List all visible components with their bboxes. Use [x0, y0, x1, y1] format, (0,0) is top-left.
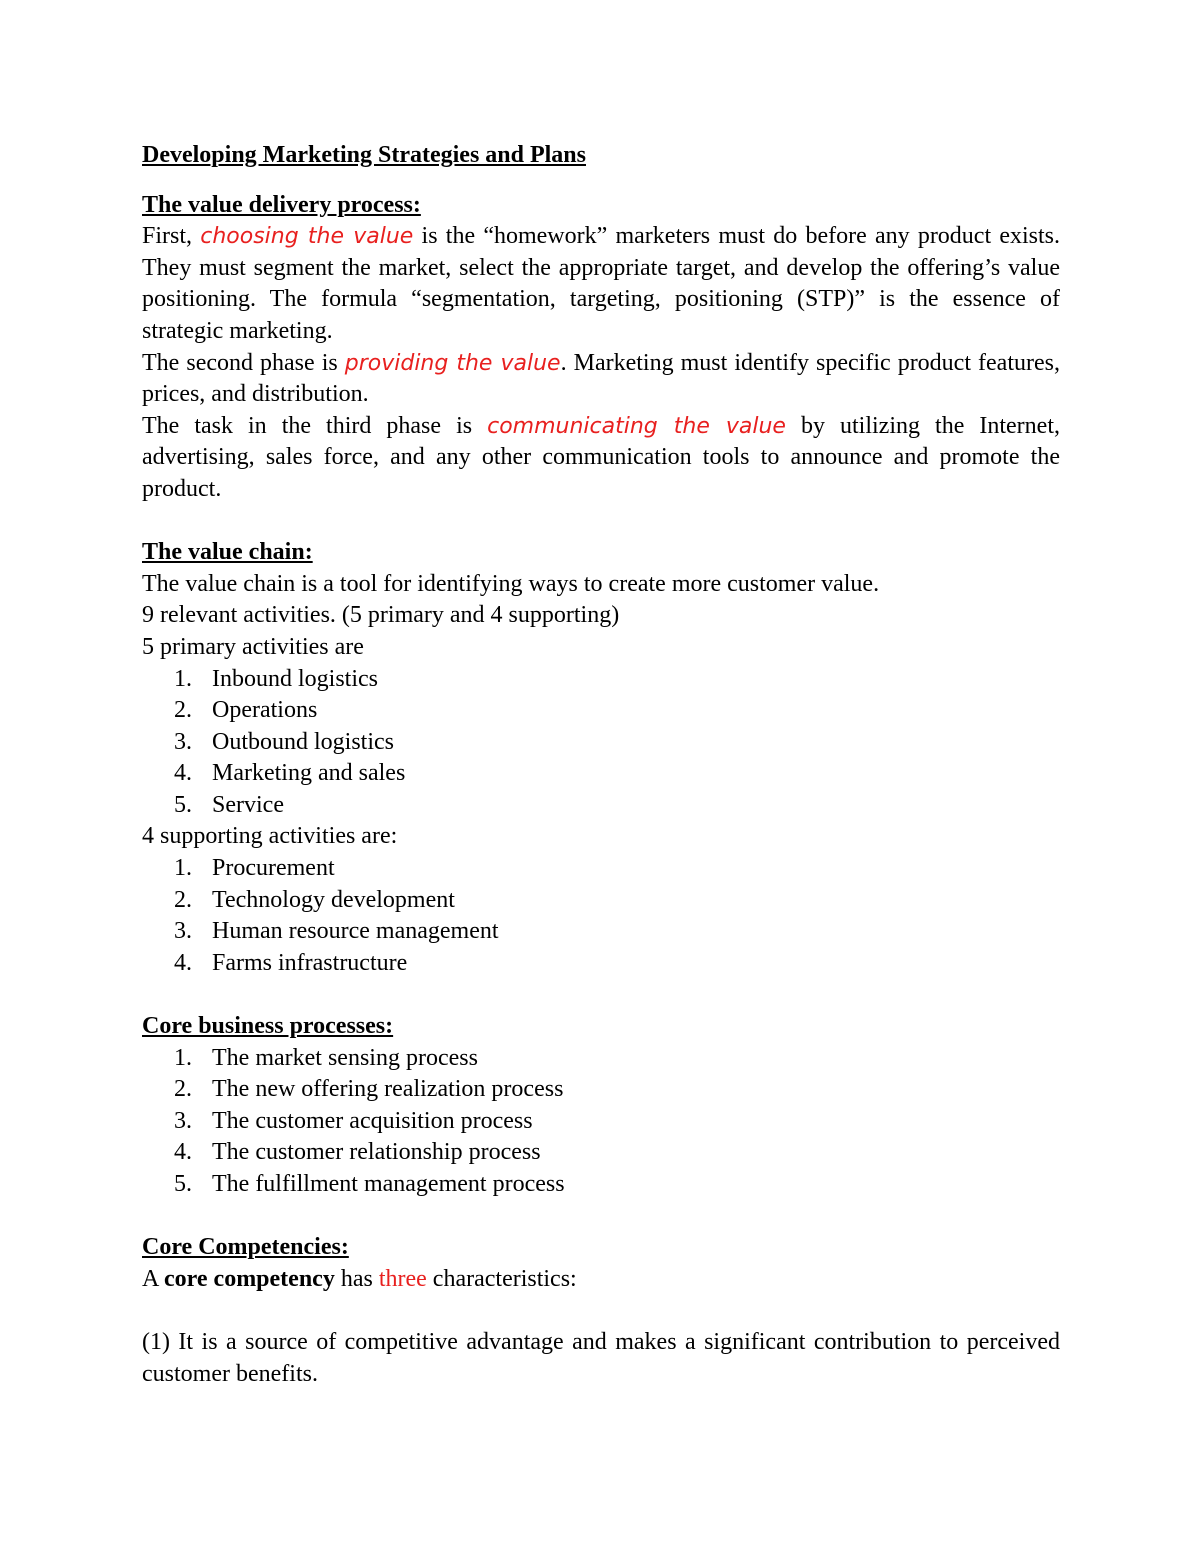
list-item-text: Marketing and sales	[212, 760, 406, 787]
highlight-providing-value: providing the value	[344, 350, 561, 376]
list-number: 1.	[174, 1044, 192, 1071]
list-number: 2.	[174, 1076, 192, 1103]
list-item	[142, 727, 1060, 759]
list-number: 2.	[174, 697, 192, 724]
list-item-text: The customer relationship process	[212, 1139, 541, 1166]
text: has	[334, 1265, 379, 1292]
list-number: 2.	[174, 886, 192, 913]
primary-activities-list	[142, 664, 1060, 822]
list-number: 3.	[174, 1107, 192, 1134]
list-number: 1.	[174, 855, 192, 882]
text: First,	[142, 223, 201, 250]
supporting-activities-intro: 4 supporting activities are:	[142, 823, 398, 850]
value-chain-line: 9 relevant activities. (5 primary and 4 supporting)	[142, 602, 620, 629]
list-item-text: Operations	[212, 697, 318, 724]
list-item	[142, 1074, 1060, 1106]
paragraph-choosing-value	[142, 221, 1060, 347]
list-item-text: Technology development	[212, 886, 455, 913]
list-item-text: Farms infrastructure	[212, 949, 408, 976]
list-number: 4.	[174, 760, 192, 787]
text: A	[142, 1265, 165, 1292]
list-item-text: The fulfillment management process	[212, 1171, 565, 1197]
list-item	[142, 885, 1060, 917]
list-number: 3.	[174, 728, 192, 755]
highlight-three: three	[378, 1265, 427, 1292]
paragraph-communicating-value	[142, 411, 1060, 506]
heading-core-processes: Core business processes:	[142, 1013, 394, 1040]
text: . Marketing must identify specific product features, prices, and distribution.	[142, 349, 1060, 408]
list-item	[142, 1043, 1060, 1075]
text: The second phase is	[142, 349, 345, 376]
list-item	[142, 1137, 1060, 1169]
document-page	[142, 140, 1060, 1390]
list-item-text: The new offering realization process	[212, 1076, 564, 1103]
spacer	[142, 1295, 1060, 1327]
text: The task in the third phase is	[142, 412, 488, 439]
list-number: 4.	[174, 949, 192, 976]
list-item-text: Human resource management	[212, 918, 499, 945]
list-number: 1.	[174, 665, 192, 692]
list-item	[142, 916, 1060, 948]
competency-point-1: (1) It is a source of competitive advantage and makes a significant contribution to perceived customer benefits.	[142, 1328, 1060, 1387]
list-item-text: Service	[212, 791, 284, 818]
list-number: 5.	[174, 791, 192, 818]
value-chain-line: The value chain is a tool for identifying ways to create more customer value.	[142, 570, 880, 597]
spacer	[142, 1201, 1060, 1233]
list-item	[142, 790, 1060, 822]
heading-value-delivery: The value delivery process:	[142, 191, 421, 218]
paragraph-providing-value	[142, 348, 1060, 411]
list-item	[142, 1106, 1060, 1138]
list-item	[142, 853, 1060, 885]
text: characteristics:	[426, 1265, 577, 1292]
list-item-text: The market sensing process	[212, 1044, 478, 1071]
list-number: 3.	[174, 918, 192, 945]
spacer	[142, 979, 1060, 1011]
supporting-activities-list	[142, 853, 1060, 979]
list-item-text: Inbound logistics	[212, 665, 378, 692]
list-number: 4.	[174, 1139, 192, 1166]
document-title: Developing Marketing Strategies and Plans	[142, 142, 586, 168]
text: by utilizing the Internet, advertising, sales force, and any other communication tools to announce and promote the product.	[142, 412, 1060, 502]
primary-activities-intro: 5 primary activities are	[142, 633, 364, 660]
core-competency-intro	[142, 1264, 1060, 1296]
list-item-text: Outbound logistics	[212, 728, 395, 755]
highlight-communicating-value: communicating the value	[487, 413, 786, 439]
heading-core-competencies: Core Competencies:	[142, 1234, 349, 1261]
spacer	[142, 506, 1060, 538]
core-processes-list	[142, 1043, 1060, 1201]
list-number: 5.	[174, 1171, 192, 1197]
heading-value-chain: The value chain:	[142, 539, 313, 566]
list-item-text: The customer acquisition process	[212, 1107, 533, 1134]
list-item	[142, 695, 1060, 727]
highlight-choosing-value: choosing the value	[200, 224, 414, 250]
list-item	[142, 664, 1060, 696]
list-item-text: Procurement	[212, 855, 335, 882]
bold-core-competency: core competency	[164, 1265, 335, 1292]
list-item	[142, 1169, 1060, 1201]
text: is the “homework” marketers must do before any product exists. They must segment the market, select the appropriate target, and develop the offering’s value positioning. The formula “segmentation, targeting, positioning (STP)” is the essence of strategic marketing.	[142, 223, 1061, 344]
list-item	[142, 948, 1060, 980]
list-item	[142, 758, 1060, 790]
